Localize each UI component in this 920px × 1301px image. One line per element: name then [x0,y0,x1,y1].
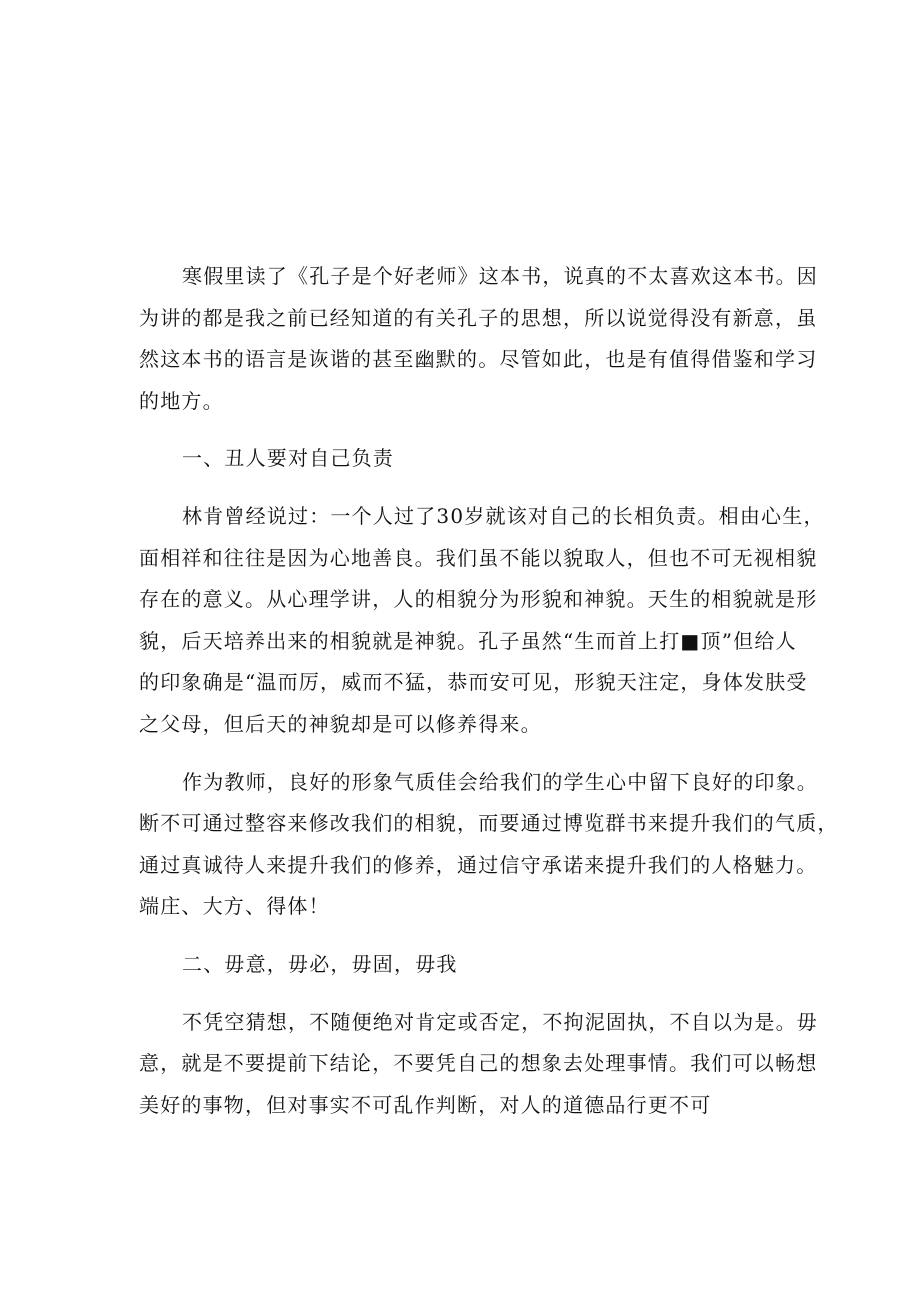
text-line: 存在的意义。从心理学讲，人的相貌分为形貌和神貌。天生的相貌就是形 [139,587,818,612]
paragraph-gap [139,986,801,1002]
heading-line: 一、丑人要对自己负责 [182,446,394,471]
paragraph-wuyi [139,1002,818,1127]
paragraph-gap [139,422,801,438]
text-line: 意，就是不要提前下结论，不要凭自己的想象去处理事情。我们可以畅想 [139,1051,818,1076]
text-line: 断不可通过整容来修改我们的相貌，而要通过博览群书来提升我们的气质， [139,811,839,836]
text-line: 的地方。 [139,388,224,413]
paragraph-lincoln [139,496,825,746]
text-line: 之父母，但后天的神貌却是可以修养得来。 [139,711,542,736]
section-heading-2 [139,944,801,986]
text-line: 不凭空猜想，不随便绝对肯定或否定，不拘泥固执，不自以为是。毋 [182,1009,818,1034]
text-line: 通过真诚待人来提升我们的修养，通过信守承诺来提升我们的人格魅力。 [139,852,818,877]
text-line: 寒假里读了《孔子是个好老师》这本书，说真的不太喜欢这本书。因 [182,264,818,288]
paragraph-intro [139,256,818,422]
text-line: 端庄、大方、得体！ [139,894,330,919]
text-line: 作为教师，良好的形象气质佳会给我们的学生心中留下良好的印象。 [182,769,818,794]
text-line: 貌，后天培养出来的相貌就是神貌。孔子虽然“生而首上打■顶”但给人 [139,628,797,653]
paragraph-teacher [139,762,839,928]
text-line: 美好的事物，但对事实不可乱作判断，对人的道德品行更不可 [139,1092,712,1117]
text-line: 林肯曾经说过：一个人过了30岁就该对自己的长相负责。相由心生， [182,503,825,528]
paragraph-gap [139,746,801,762]
text-line: 面相祥和往往是因为心地善良。我们虽不能以貌取人，但也不可无视相貌 [139,545,818,570]
document-body [139,256,839,1126]
text-line: 的印象确是“温而厉，威而不猛，恭而安可见，形貌天注定，身体发肤受 [139,670,808,695]
paragraph-gap [139,480,801,496]
text-line: 为讲的都是我之前已经知道的有关孔子的思想，所以说觉得没有新意，虽 [139,305,818,330]
paragraph-gap [139,928,801,944]
text-line: 然这本书的语言是诙谐的甚至幽默的。尽管如此，也是有值得借鉴和学习 [139,347,818,372]
heading-line: 二、毋意，毋必，毋固，毋我 [182,951,458,976]
section-heading-1 [139,438,801,480]
